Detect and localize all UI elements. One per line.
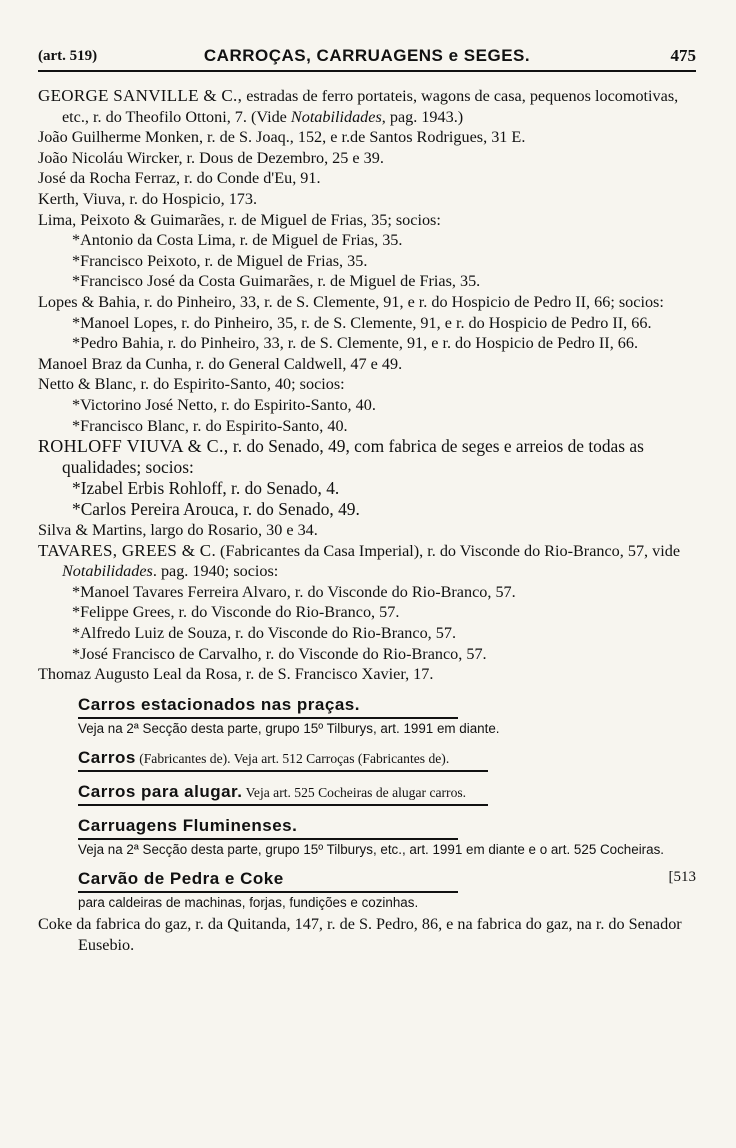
entry-text: *Francisco José da Costa Guimarães, r. de Miguel de Frias, 35.: [72, 272, 481, 291]
directory-entry: [38, 189, 696, 210]
entry-text: *Felippe Grees, r. do Visconde do Rio-Branco, 57.: [72, 603, 400, 622]
partner-entry: [38, 271, 696, 292]
section-title: Carruagens Fluminenses.: [78, 815, 298, 835]
entry-text: *Antonio da Costa Lima, r. de Miguel de Frias, 35.: [72, 231, 403, 250]
entry-tail: . pag. 1940; socios:: [152, 562, 279, 581]
entry-tail: , pag. 1943.): [381, 107, 464, 126]
firm-name: ROHLOFF VIUVA & C.,: [38, 436, 229, 457]
entry-text: *Manoel Lopes, r. do Pinheiro, 35, r. de S. Clemente, 91, e r. do Hospicio de Pedro II, 66.: [72, 313, 652, 332]
partner-entry: [38, 499, 696, 520]
section-rule: [78, 804, 488, 806]
directory-entry: [38, 127, 696, 148]
entry-text: Silva & Martins, largo do Rosario, 30 e 34.: [38, 521, 318, 540]
firm-name: GEORGE SANVILLE & C.,: [38, 86, 243, 105]
section-text: Veja na 2ª Secção desta parte, grupo 15º Tilburys, etc., art. 1991 em diante e o art. 525 Cocheiras.: [78, 841, 664, 857]
partner-entry: [38, 313, 696, 334]
page-header: [38, 44, 696, 72]
section-title: Carvão de Pedra e Coke: [78, 868, 284, 888]
directory-entry: [38, 148, 696, 169]
entry-text: Lopes & Bahia, r. do Pinheiro, 33, r. de S. Clemente, 91, e r. do Hospicio de Pedro II, 66; socios:: [38, 292, 664, 311]
notabilidades-ref: Notabilidades: [290, 107, 382, 126]
page-number: 475: [670, 46, 696, 65]
article-number: [513: [668, 868, 696, 885]
partner-entry: [38, 251, 696, 272]
partner-entry: [38, 395, 696, 416]
section-text: para caldeiras de machinas, forjas, fundições e cozinhas.: [78, 894, 419, 910]
entry-list: [38, 86, 696, 685]
section-title-line: [38, 816, 696, 836]
final-entry: Coke da fabrica do gaz, r. da Quitanda, 147, r. de S. Pedro, 86, e na fabrica do gaz, na r. do Senador Eusebio.: [38, 914, 682, 954]
entry-text: *Victorino José Netto, r. do Espirito-Santo, 40.: [72, 395, 376, 414]
entry-text: João Nicoláu Wircker, r. Dous de Dezembro, 25 e 39.: [38, 148, 384, 167]
section-title-line: [38, 748, 696, 768]
entry-text: (Fabricantes da Casa Imperial), r. do Visconde do Rio-Branco, 57, vide: [216, 541, 680, 560]
directory-entry: [38, 210, 696, 231]
entry-text: r. do Senado, 49, com fabrica de seges e arreios de todas as qualidades; socios:: [62, 436, 644, 478]
section-heading-block: [38, 695, 696, 738]
partner-entry: [38, 644, 696, 665]
page-body: [38, 86, 696, 956]
section-heading-block: [38, 869, 696, 912]
section-title-line: [38, 782, 696, 802]
section-heading-block: [38, 748, 696, 772]
entry-text: *Pedro Bahia, r. do Pinheiro, 33, r. de S. Clemente, 91, e r. do Hospicio de Pedro II, 66.: [72, 334, 639, 353]
directory-entry: [38, 436, 696, 478]
entry-text: *Francisco Peixoto, r. de Miguel de Frias, 35.: [72, 251, 368, 270]
partner-entry: [38, 333, 696, 354]
directory-entry: [38, 374, 696, 395]
directory-entry: [38, 664, 696, 685]
section-heading-block: [38, 816, 696, 859]
section-cross-ref: (Fabricantes de). Veja art. 512 Carroças (Fabricantes de).: [135, 750, 450, 766]
entry-text: *José Francisco de Carvalho, r. do Visconde do Rio-Branco, 57.: [72, 644, 487, 663]
section-list: [38, 695, 696, 912]
section-heading-block: [38, 782, 696, 806]
section-rule: [78, 770, 488, 772]
partner-entry: [38, 623, 696, 644]
partner-entry: [38, 416, 696, 437]
entry-text: *Alfredo Luiz de Souza, r. do Visconde do Rio-Branco, 57.: [72, 624, 457, 643]
partner-entry: [38, 582, 696, 603]
section-title-line: [38, 695, 696, 715]
entry-text: Kerth, Viuva, r. do Hospicio, 173.: [38, 189, 258, 208]
entry-text: *Carlos Pereira Arouca, r. do Senado, 49.: [72, 499, 360, 520]
notabilidades-ref: Notabilidades: [62, 562, 153, 581]
section-title-line: [38, 869, 696, 889]
entry-text: Netto & Blanc, r. do Espirito-Santo, 40; socios:: [38, 375, 345, 394]
entry-text: Lima, Peixoto & Guimarães, r. de Miguel de Frias, 35; socios:: [38, 210, 441, 229]
article-ref: (art. 519): [38, 48, 98, 64]
directory-entry: [38, 168, 696, 189]
entry-text: *Francisco Blanc, r. do Espirito-Santo, 40.: [72, 416, 348, 435]
entry-text: João Guilherme Monken, r. de S. Joaq., 152, e r.de Santos Rodrigues, 31 E.: [38, 128, 526, 147]
section-title: Carros estacionados nas praças.: [78, 694, 360, 714]
entry-text: *Manoel Tavares Ferreira Alvaro, r. do Visconde do Rio-Branco, 57.: [72, 582, 516, 601]
section-title: Carros: [78, 747, 136, 767]
page-title: CARROÇAS, CARRUAGENS e SEGES.: [203, 46, 531, 65]
entry-text: *Izabel Erbis Rohloff, r. do Senado, 4.: [72, 478, 340, 499]
entry-text: José da Rocha Ferraz, r. do Conde d'Eu, 91.: [38, 169, 321, 188]
directory-entry: [38, 292, 696, 313]
directory-entry: [38, 86, 696, 127]
entry-text: Manoel Braz da Cunha, r. do General Caldwell, 47 e 49.: [38, 354, 403, 373]
directory-entry: [38, 541, 696, 582]
section-text: Veja na 2ª Secção desta parte, grupo 15º Tilburys, art. 1991 em diante.: [78, 720, 500, 736]
directory-entry: [38, 520, 696, 541]
entry-text: estradas de ferro portateis, wagons de casa, pequenos locomotivas, etc., r. do Theofilo Ottoni, 7. (Vide: [62, 87, 679, 126]
section-title: Carros para alugar.: [78, 781, 243, 801]
partner-entry: [38, 230, 696, 251]
directory-entry: [38, 354, 696, 375]
partner-entry: [38, 602, 696, 623]
firm-name: TAVARES, GREES & C.: [38, 540, 216, 560]
entry-text: Thomaz Augusto Leal da Rosa, r. de S. Francisco Xavier, 17.: [38, 665, 434, 684]
section-cross-ref: Veja art. 525 Cocheiras de alugar carros.: [242, 784, 467, 800]
partner-entry: [38, 478, 696, 499]
